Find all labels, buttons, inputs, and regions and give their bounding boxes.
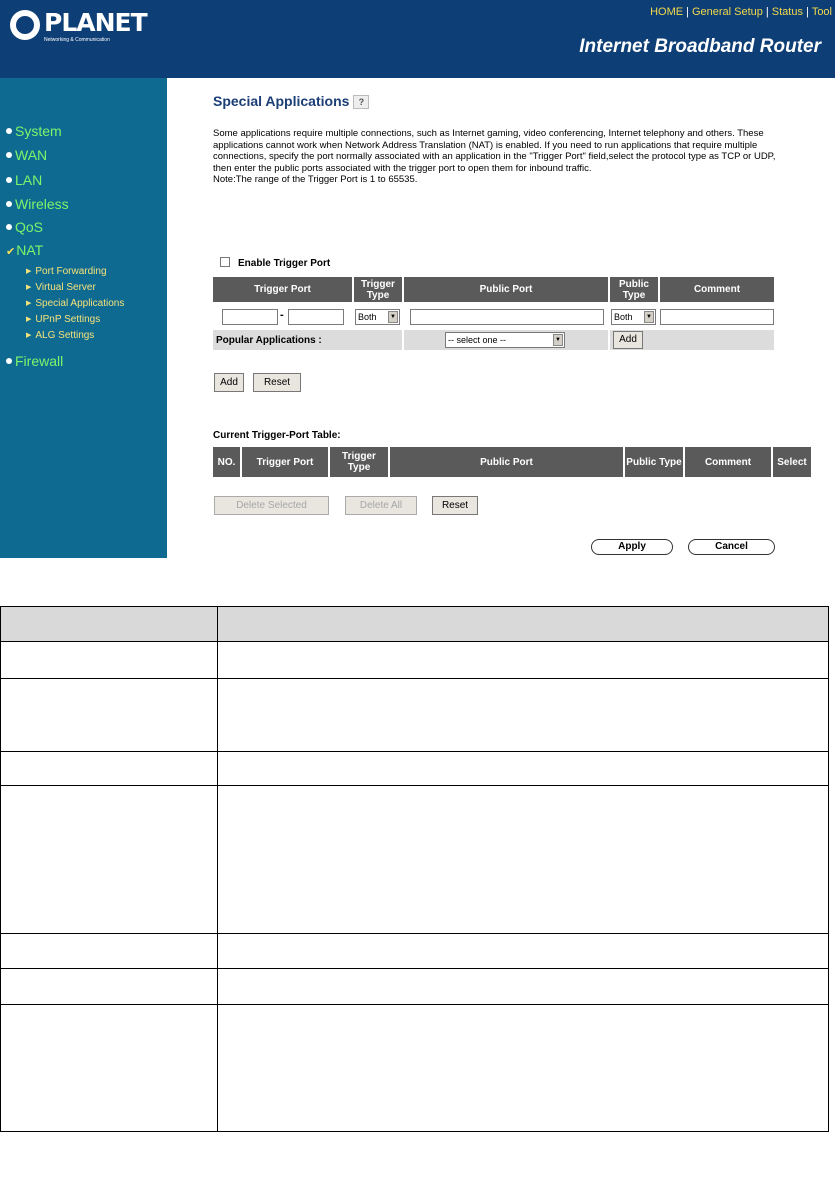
logo-text: PLANET [44,8,147,37]
table-row [1,934,829,969]
delete-selected-button[interactable]: Delete Selected [214,496,329,515]
arrow-right-icon: ▶ [26,332,32,339]
trigger-type-select[interactable] [355,309,400,325]
table-cell [1,969,218,1005]
current-header-trigger-type: Trigger Type [330,447,388,477]
sidebar-item-nat[interactable] [6,242,43,258]
sidebar-subitem-upnp-settings[interactable] [26,314,100,325]
chevron-down-icon: ▼ [644,311,654,323]
sidebar-item-wan[interactable] [6,147,47,163]
table-cell [218,934,829,969]
chevron-down-icon: ▼ [553,334,563,346]
logo-tagline: Networking & Communication [44,37,110,43]
table-row [1,1005,829,1132]
bullet-icon [6,152,12,158]
chevron-down-icon: ▼ [388,311,398,323]
product-title: Internet Broadband Router [579,36,821,57]
bullet-icon [6,201,12,207]
table-cell [218,1005,829,1132]
add-button[interactable]: Add [214,373,244,392]
trigger-port-end-input[interactable] [288,309,344,325]
nav-tool[interactable]: Tool [811,6,832,18]
public-type-value: Both [614,312,633,322]
sidebar-item-label: NAT [16,242,44,258]
sidebar [0,78,167,558]
current-header-no: NO. [213,447,240,477]
description [213,128,793,186]
table-cell [1,642,218,679]
popular-apps-value: -- select one -- [448,335,507,345]
sidebar-subitem-label: Special Applications [35,298,125,309]
table-header-cell [1,607,218,642]
port-range-separator: - [280,309,284,321]
header-public-port: Public Port [404,277,608,302]
sidebar-subitem-label: Port Forwarding [35,266,107,277]
public-port-input[interactable] [410,309,604,325]
top-nav [650,6,832,18]
enable-trigger-label: Enable Trigger Port [238,258,331,269]
current-header-public-port: Public Port [390,447,623,477]
current-header-select: Select [773,447,811,477]
table-cell [1,752,218,786]
table-cell [218,679,829,752]
apply-button[interactable]: Apply [591,539,673,555]
sidebar-item-label: Firewall [15,353,64,369]
table-cell [1,934,218,969]
current-table-title: Current Trigger-Port Table: [213,430,341,441]
table-cell [218,786,829,934]
current-header-trigger-port: Trigger Port [242,447,328,477]
bullet-icon [6,358,12,364]
header-comment: Comment [660,277,774,302]
reset-button[interactable]: Reset [253,373,301,392]
sidebar-subitem-label: UPnP Settings [35,314,101,325]
header-bar [0,0,835,78]
trigger-port-start-input[interactable] [222,309,278,325]
arrow-right-icon: ▶ [26,316,32,323]
router-screenshot [0,0,835,558]
table-row [1,786,829,934]
delete-all-button[interactable]: Delete All [345,496,417,515]
sidebar-item-label: QoS [15,219,44,235]
arrow-right-icon: ▶ [26,300,32,307]
nav-separator: | [686,6,689,18]
question-icon[interactable]: ? [353,95,369,109]
description-text: Some applications require multiple connections, such as Internet gaming, video conferencing, Internet telephony and others. These applications cannot work when Network Address Translation (NAT) is enabled. If you need to run applications that require multiple connections, specify the port normally associated with an application in the "Trigger Port" field,select the protocol type as TCP or UDP, then enter the public ports associated with the trigger port to open them for inbound traffic. [213,128,776,174]
sidebar-item-wireless[interactable] [6,196,69,212]
popular-apps-add-button[interactable]: Add [613,331,643,349]
header-trigger-type: Trigger Type [354,277,402,302]
sidebar-subitem-alg-settings[interactable] [26,330,94,341]
page-title-text: Special Applications [213,93,350,109]
sidebar-item-label: LAN [15,172,43,188]
nav-status[interactable]: Status [771,6,803,18]
sidebar-subitem-label: Virtual Server [35,282,96,293]
header-public-type: Public Type [610,277,658,302]
logo-mark-icon [10,10,40,40]
current-header-comment: Comment [685,447,771,477]
note-text: Note:The range of the Trigger Port is 1 to 65535. [213,174,418,186]
table-header-cell [218,607,829,642]
table-cell [1,679,218,752]
arrow-right-icon: ▶ [26,268,32,275]
arrow-right-icon: ▶ [26,284,32,291]
sidebar-subitem-special-applications[interactable] [26,298,124,309]
table-row [1,752,829,786]
table-row [1,679,829,752]
sidebar-subitem-virtual-server[interactable] [26,282,96,293]
public-type-select[interactable] [611,309,656,325]
comment-input[interactable] [660,309,774,325]
current-header-public-type: Public Type [625,447,683,477]
sidebar-item-qos[interactable] [6,219,43,235]
popular-apps-label: Popular Applications : [216,335,322,346]
table-cell [1,786,218,934]
sidebar-item-firewall[interactable] [6,353,63,369]
sidebar-item-lan[interactable] [6,172,42,188]
checkmark-icon: ✔ [6,246,16,258]
nav-home[interactable]: HOME [650,6,684,18]
sidebar-item-system[interactable] [6,123,62,139]
enable-trigger-row [220,257,330,269]
main-content [168,78,835,558]
table-cell [1,1005,218,1132]
nav-separator: | [765,6,769,18]
table-cell [218,642,829,679]
nav-separator: | [805,6,809,18]
nav-general-setup[interactable]: General Setup [691,6,763,18]
enable-trigger-checkbox[interactable] [220,257,230,267]
page-title [213,93,369,109]
cancel-button[interactable]: Cancel [688,539,775,555]
table-cell [218,969,829,1005]
sidebar-subitem-port-forwarding[interactable] [26,266,107,277]
table-row [1,969,829,1005]
reset-table-button[interactable]: Reset [432,496,478,515]
header-trigger-port: Trigger Port [213,277,352,302]
sidebar-item-label: WAN [15,147,48,163]
table-cell [218,752,829,786]
popular-apps-select[interactable] [445,332,565,348]
trigger-type-value: Both [358,312,377,322]
sidebar-item-label: Wireless [15,196,69,212]
bullet-icon [6,128,12,134]
bullet-icon [6,224,12,230]
sidebar-subitem-label: ALG Settings [35,330,95,341]
table-header-row [1,607,829,642]
bullet-icon [6,177,12,183]
parameter-table [0,606,829,1132]
table-row [1,642,829,679]
sidebar-item-label: System [15,123,62,139]
